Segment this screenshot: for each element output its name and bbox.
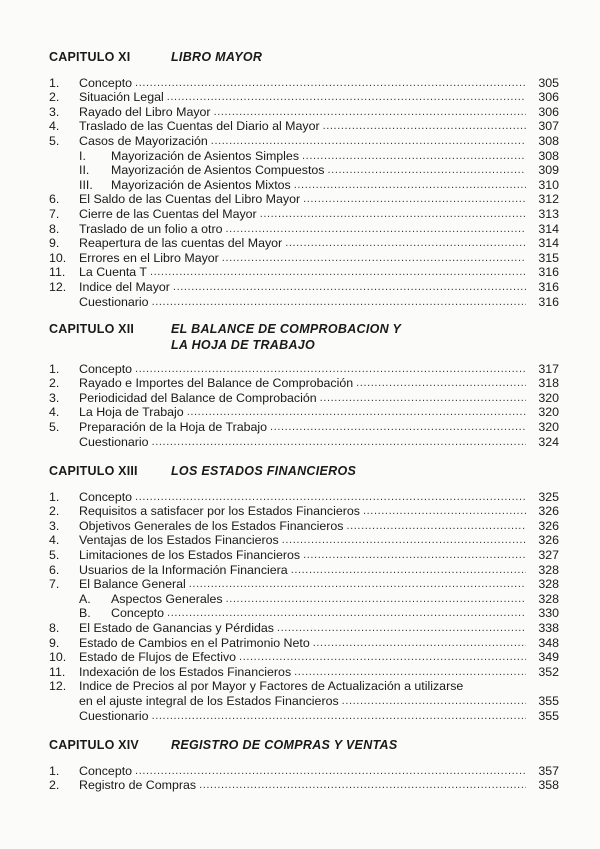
toc-entry-label: La Hoja de Trabajo: [79, 405, 184, 420]
toc-entry-label: Estado de Cambios en el Patrimonio Neto: [79, 635, 310, 650]
toc-entry: [49, 294, 559, 309]
toc-entry-label: Cuestionario: [79, 294, 149, 309]
toc-page-number: 328: [538, 577, 559, 592]
dot-leader: [167, 90, 526, 104]
chapter-title: [171, 463, 356, 479]
toc-entry-number: 6.: [49, 562, 60, 577]
dot-leader: [303, 548, 526, 562]
toc-entry: [49, 419, 559, 434]
toc-entry-number: 1.: [49, 763, 60, 778]
dot-leader: [214, 105, 526, 119]
toc-page-number: 307: [538, 119, 559, 134]
toc-entry: [49, 236, 559, 251]
toc-entry-label: Casos de Mayorización: [79, 133, 208, 148]
toc-entry-label: Preparación de la Hoja de Trabajo: [79, 419, 268, 434]
dot-leader: [313, 636, 526, 650]
toc-entry-number: 5.: [49, 419, 60, 434]
toc-entry-label: Registro de Compras: [79, 778, 197, 793]
chapter-heading: [49, 321, 559, 353]
chapter-title-line: LOS ESTADOS FINANCIEROS: [171, 464, 357, 478]
toc-page-number: 308: [538, 133, 559, 148]
toc-page-number: 312: [538, 192, 559, 207]
toc-entry: [49, 577, 559, 592]
toc-page-number: 320: [538, 405, 559, 420]
dot-leader: [135, 490, 526, 504]
toc-entry-label: Concepto: [111, 606, 165, 621]
chapter-heading: [49, 49, 559, 65]
toc-entry-number: 12.: [49, 679, 67, 694]
toc-page-number: 325: [538, 489, 559, 504]
toc-entry-label: Periodicidad del Balance de Comprobación: [79, 390, 317, 405]
toc-entry-label: Mayorización de Asientos Simples: [111, 148, 300, 163]
toc-entry-number: 2.: [49, 778, 60, 793]
toc-entry-number: 3.: [49, 390, 60, 405]
toc-page-number: 327: [538, 547, 559, 562]
toc-subentry-marker: I.: [79, 148, 86, 163]
toc-page-number: 357: [538, 763, 559, 778]
toc-entry: [49, 361, 559, 376]
toc-entry: [49, 434, 559, 449]
dot-leader: [187, 405, 526, 419]
toc-page-number: 338: [538, 620, 559, 635]
toc-page-number: 318: [538, 376, 559, 391]
dot-leader: [320, 391, 526, 405]
chapter-label: CAPITULO XIV: [49, 738, 139, 752]
toc-entry-label: Traslado de las Cuentas del Diario al Mayor: [79, 119, 320, 134]
dot-leader: [303, 192, 526, 206]
toc-entry: [49, 265, 559, 280]
dot-leader: [226, 222, 527, 236]
toc-page-number: 316: [538, 279, 559, 294]
toc-entry: [49, 221, 559, 236]
dot-leader: [323, 119, 526, 133]
toc-page-number: 328: [538, 562, 559, 577]
toc-entry: [49, 763, 559, 778]
dot-leader: [189, 577, 526, 591]
toc-entry: [49, 177, 559, 192]
toc-entry-number: 9.: [49, 635, 60, 650]
toc-entry-number: 5.: [49, 547, 60, 562]
toc-entry: [49, 192, 559, 207]
toc-entry-label: Concepto: [79, 489, 133, 504]
dot-leader: [135, 362, 526, 376]
toc-page-number: 306: [538, 104, 559, 119]
toc-entry-number: 5.: [49, 133, 60, 148]
toc-entry: [49, 148, 559, 163]
toc-page-number: 308: [538, 148, 559, 163]
toc-entry-number: 2.: [49, 90, 60, 105]
toc-entry-label: Rayado e Importes del Balance de Comprobación: [79, 376, 354, 391]
chapter-label: CAPITULO XI: [49, 50, 131, 64]
toc-page-number: 358: [538, 778, 559, 793]
toc-entry-label: Traslado de un folio a otro: [79, 221, 223, 236]
toc-page-number: 328: [538, 591, 559, 606]
toc-page-number: 348: [538, 635, 559, 650]
chapter-title: [171, 321, 401, 353]
toc-entry: [49, 708, 559, 723]
dot-leader: [302, 149, 526, 163]
toc-entry-label: El Balance General: [79, 577, 186, 592]
toc-entry-label: Mayorización de Asientos Compuestos: [111, 163, 325, 178]
toc-entry-number: 2.: [49, 376, 60, 391]
toc-entry: [49, 163, 559, 178]
toc-entry: [49, 489, 559, 504]
dot-leader: [152, 295, 526, 309]
toc-page-number: 310: [538, 177, 559, 192]
toc-entry-label: Indice de Precios al por Mayor y Factores de Actualización a utilizarse: [79, 679, 464, 694]
chapter-heading: [49, 737, 559, 753]
dot-leader: [356, 376, 526, 390]
toc-entry-label: en el ajuste integral de los Estados Financieros: [79, 693, 339, 708]
toc-entry-number: 1.: [49, 361, 60, 376]
toc-entry: [49, 75, 559, 90]
dot-leader: [285, 236, 526, 250]
toc-entry: [49, 778, 559, 793]
toc-entry: [49, 206, 559, 221]
toc-entry: [49, 562, 559, 577]
dot-leader: [135, 76, 526, 90]
toc-page-number: 309: [538, 163, 559, 178]
toc-entry-number: 7.: [49, 206, 60, 221]
toc-subentry-marker: A.: [79, 591, 91, 606]
toc-entry-label: Concepto: [79, 763, 133, 778]
dot-leader: [342, 694, 526, 708]
toc-entry: [49, 133, 559, 148]
dot-leader: [152, 435, 526, 449]
toc-page-number: 355: [538, 693, 559, 708]
toc-entry: [49, 650, 559, 665]
toc-entry: [49, 119, 559, 134]
toc-page-number: 324: [538, 434, 559, 449]
toc-page-number: 355: [538, 708, 559, 723]
chapter-title-line: REGISTRO DE COMPRAS Y VENTAS: [171, 738, 398, 752]
toc-page-number: 306: [538, 90, 559, 105]
toc-entry-label: El Estado de Ganancias y Pérdidas: [79, 620, 274, 635]
toc-entry-label: Mayorización de Asientos Mixtos: [111, 177, 291, 192]
toc-entry: [49, 504, 559, 519]
toc-page-number: 314: [538, 236, 559, 251]
toc-entry-label: Concepto: [79, 361, 133, 376]
toc-entry: [49, 533, 559, 548]
toc-page-number: 317: [538, 361, 559, 376]
toc-page-number: 320: [538, 419, 559, 434]
toc-entry: [49, 606, 559, 621]
toc-entry-number: 11.: [49, 265, 66, 280]
chapter-heading: [49, 463, 559, 479]
toc-entry-label: Cuestionario: [79, 434, 149, 449]
chapter-label: CAPITULO XIII: [49, 464, 138, 478]
dot-leader: [173, 280, 526, 294]
toc-entry-number: 12.: [49, 279, 67, 294]
dot-leader: [167, 606, 526, 620]
toc-page-number: 305: [538, 75, 559, 90]
dot-leader: [294, 178, 526, 192]
toc-entry-number: 1.: [49, 489, 60, 504]
toc-entry-label: El Saldo de las Cuentas del Libro Mayor: [79, 192, 301, 207]
dot-leader: [277, 621, 526, 635]
toc-entry-label: Reapertura de las cuentas del Mayor: [79, 236, 283, 251]
toc-entry: [49, 620, 559, 635]
dot-leader: [294, 665, 526, 679]
toc-entry-label: Estado de Flujos de Efectivo: [79, 650, 237, 665]
dot-leader: [152, 709, 526, 723]
chapter-title: [171, 49, 262, 65]
toc-page-number: 352: [538, 664, 559, 679]
toc-entry: [49, 693, 559, 708]
toc-entry-label: Situación Legal: [79, 90, 164, 105]
dot-leader: [226, 592, 526, 606]
dot-leader: [199, 778, 526, 792]
toc-list: [49, 763, 559, 792]
toc-list: [49, 75, 559, 309]
toc-entry-label: Indice del Mayor: [79, 279, 170, 294]
toc-entry-label: Errores en el Libro Mayor: [79, 250, 219, 265]
toc-entry-number: 4.: [49, 405, 60, 420]
toc-page-number: 315: [538, 250, 559, 265]
chapter-title: [171, 737, 398, 753]
dot-leader: [291, 563, 526, 577]
toc-entry-number: 7.: [49, 577, 60, 592]
toc-entry-label: Indexación de los Estados Financieros: [79, 664, 292, 679]
toc-entry-number: 10.: [49, 250, 67, 265]
toc-entry: [49, 376, 559, 391]
toc-entry-label: Concepto: [79, 75, 133, 90]
dot-leader: [222, 251, 526, 265]
toc-entry-label: Cuestionario: [79, 708, 149, 723]
toc-page-number: 326: [538, 518, 559, 533]
dot-leader: [270, 420, 526, 434]
toc-list: [49, 361, 559, 449]
chapter-title-line: EL BALANCE DE COMPROBACION Y: [171, 322, 402, 336]
toc-entry: [49, 390, 559, 405]
toc-entry-number: 4.: [49, 533, 60, 548]
toc-entry-label: Usuarios de la Información Financiera: [79, 562, 288, 577]
toc-page-number: 316: [538, 265, 559, 280]
toc-entry: [49, 547, 559, 562]
toc-entry: [49, 90, 559, 105]
dot-leader: [211, 134, 526, 148]
dot-leader: [282, 533, 526, 547]
toc-page-number: 313: [538, 206, 559, 221]
toc-entry-number: 2.: [49, 504, 60, 519]
toc-entry-number: 3.: [49, 518, 60, 533]
toc-list: [49, 489, 559, 723]
dot-leader: [363, 504, 526, 518]
toc-page-number: 326: [538, 504, 559, 519]
toc-entry-number: 10.: [49, 650, 67, 665]
chapter-title-line: LIBRO MAYOR: [171, 50, 263, 64]
toc-entry-number: 8.: [49, 221, 60, 236]
toc-page-number: 320: [538, 390, 559, 405]
toc-page-number: 316: [538, 294, 559, 309]
toc-entry-number: 11.: [49, 664, 66, 679]
dot-leader: [346, 519, 526, 533]
chapter-title-line: LA HOJA DE TRABAJO: [171, 338, 316, 352]
toc-subentry-marker: B.: [79, 606, 91, 621]
toc-entry: [49, 104, 559, 119]
toc-subentry-marker: III.: [79, 177, 93, 192]
toc-entry-label: La Cuenta T: [79, 265, 147, 280]
toc-entry-number: 1.: [49, 75, 60, 90]
toc-entry: [49, 279, 559, 294]
toc-entry: [49, 664, 559, 679]
toc-page-number: 349: [538, 650, 559, 665]
toc-entry-number: 4.: [49, 119, 60, 134]
toc-entry-label: Cierre de las Cuentas del Mayor: [79, 206, 257, 221]
toc-entry-label: Limitaciones de los Estados Financieros: [79, 547, 301, 562]
dot-leader: [150, 265, 526, 279]
toc-entry: [49, 679, 559, 694]
dot-leader: [260, 207, 526, 221]
toc-entry-label: Rayado del Libro Mayor: [79, 104, 211, 119]
toc-entry: [49, 635, 559, 650]
toc-page-number: 326: [538, 533, 559, 548]
dot-leader: [239, 650, 526, 664]
toc-page-number: 330: [538, 606, 559, 621]
toc-entry-label: Ventajas de los Estados Financieros: [79, 533, 279, 548]
toc-entry-number: 9.: [49, 236, 60, 251]
toc-subentry-marker: II.: [79, 163, 90, 178]
toc-entry-number: 6.: [49, 192, 60, 207]
chapter-label: CAPITULO XII: [49, 322, 135, 336]
toc-entry: [49, 405, 559, 420]
dot-leader: [135, 764, 526, 778]
toc-entry-number: 3.: [49, 104, 60, 119]
toc-entry-label: Aspectos Generales: [111, 591, 223, 606]
toc-entry: [49, 250, 559, 265]
toc-entry-number: 8.: [49, 620, 60, 635]
toc-entry-label: Objetivos Generales de los Estados Financieros: [79, 518, 344, 533]
toc-entry-label: Requisitos a satisfacer por los Estados Financieros: [79, 504, 360, 519]
toc-entry: [49, 518, 559, 533]
toc-entry: [49, 591, 559, 606]
dot-leader: [328, 163, 526, 177]
toc-page-number: 314: [538, 221, 559, 236]
